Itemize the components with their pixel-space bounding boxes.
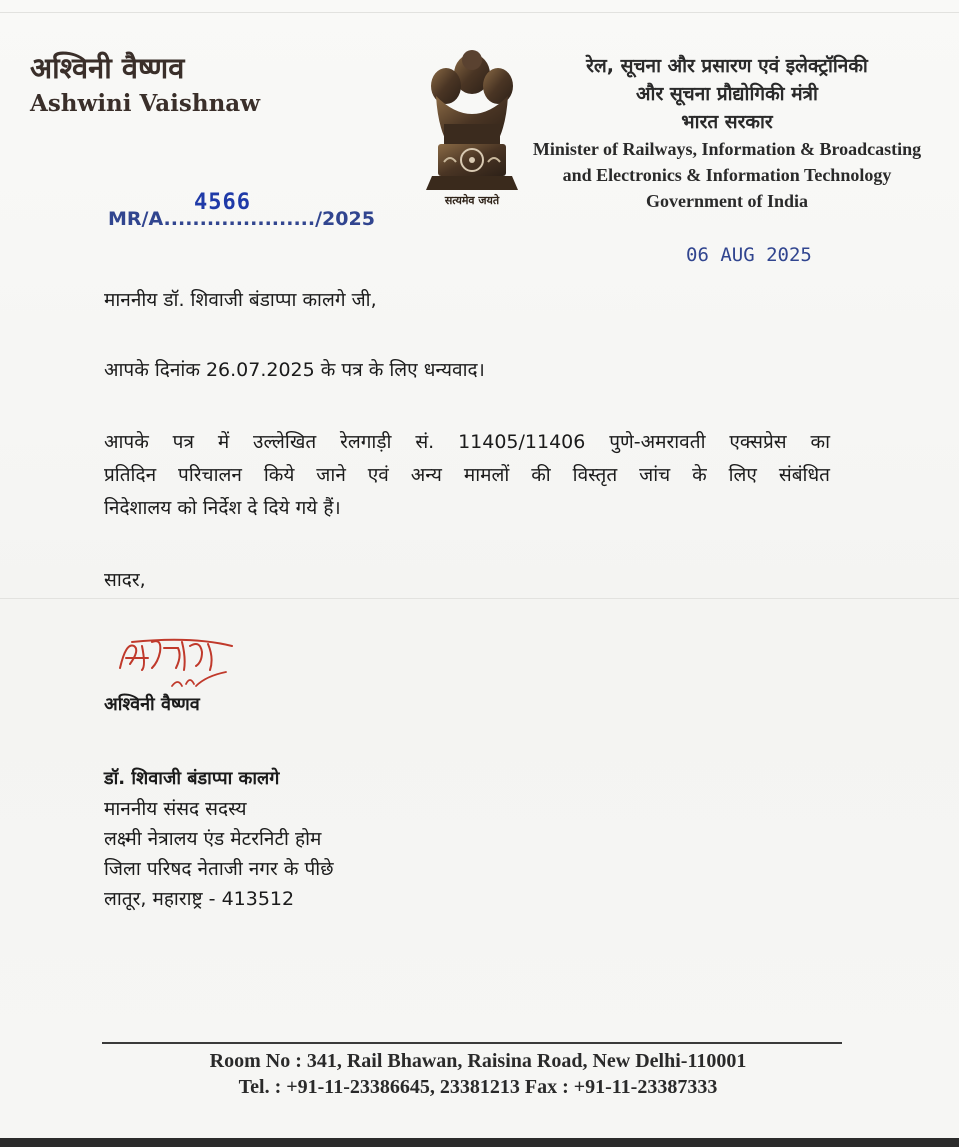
signatory-name: अश्विनी वैष्णव bbox=[104, 694, 200, 715]
paragraph-line: निदेशालय को निर्देश दे दिये गये हैं। bbox=[104, 497, 341, 519]
recipient-line: लक्ष्मी नेत्रालय एंड मेटरनिटी होम bbox=[104, 828, 322, 850]
page-edge bbox=[0, 1138, 959, 1147]
designation-line: Government of India bbox=[646, 191, 808, 211]
handwritten-signature bbox=[112, 628, 242, 698]
designation-line: भारत सरकार bbox=[681, 111, 773, 133]
thanks-line: आपके दिनांक 26.07.2025 के पत्र के लिए धन्यवाद। bbox=[104, 359, 485, 381]
national-emblem-icon bbox=[418, 44, 526, 210]
recipient-line: माननीय संसद सदस्य bbox=[104, 798, 247, 820]
designation-line: और सूचना प्रौद्योगिकी मंत्री bbox=[636, 83, 818, 105]
salutation: माननीय डॉ. शिवाजी बंडाप्पा कालगे जी, bbox=[104, 289, 377, 311]
recipient-line: लातूर, महाराष्ट्र - 413512 bbox=[104, 888, 295, 910]
emblem-motto: सत्यमेव जयते bbox=[444, 194, 500, 207]
paragraph-line: प्रतिदिन परिचालन किये जाने एवं अन्य मामलों की विस्तृत जांच के लिए संबंधित bbox=[104, 464, 830, 486]
footer-line: Tel. : +91-11-23386645, 23381213 Fax : +91-11-23387333 bbox=[238, 1076, 718, 1098]
recipient-name: डॉ. शिवाजी बंडाप्पा कालगे bbox=[104, 768, 280, 789]
reference-prefix: MR/A...................../2025 bbox=[108, 208, 375, 230]
designation-block bbox=[520, 52, 934, 214]
reference-handwritten-number: 4566 bbox=[194, 190, 251, 215]
fold-line bbox=[0, 598, 959, 599]
recipient-line: जिला परिषद नेताजी नगर के पीछे bbox=[104, 858, 334, 880]
paragraph-line: आपके पत्र में उल्लेखित रेलगाड़ी सं. 11405/11406 पुणे-अमरावती एक्सप्रेस का bbox=[104, 431, 830, 453]
designation-line: and Electronics & Information Technology bbox=[562, 165, 892, 185]
footer-address bbox=[102, 1048, 854, 1100]
recipient-address bbox=[104, 764, 334, 914]
body-paragraph bbox=[104, 426, 830, 525]
footer-line: Room No : 341, Rail Bhawan, Raisina Road, New Delhi-110001 bbox=[209, 1050, 747, 1072]
date-stamp: 06 AUG 2025 bbox=[686, 244, 812, 266]
closing: सादर, bbox=[104, 569, 146, 591]
footer-divider bbox=[102, 1042, 842, 1044]
minister-name-english: Ashwini Vaishnaw bbox=[30, 90, 260, 117]
designation-line: Minister of Railways, Information & Broadcasting bbox=[532, 139, 922, 159]
minister-name-hindi: अश्विनी वैष्णव bbox=[30, 51, 185, 85]
fold-line bbox=[0, 12, 959, 13]
reference-number bbox=[108, 190, 375, 230]
designation-line: रेल, सूचना और प्रसारण एवं इलेक्ट्रॉनिकी bbox=[586, 55, 868, 77]
